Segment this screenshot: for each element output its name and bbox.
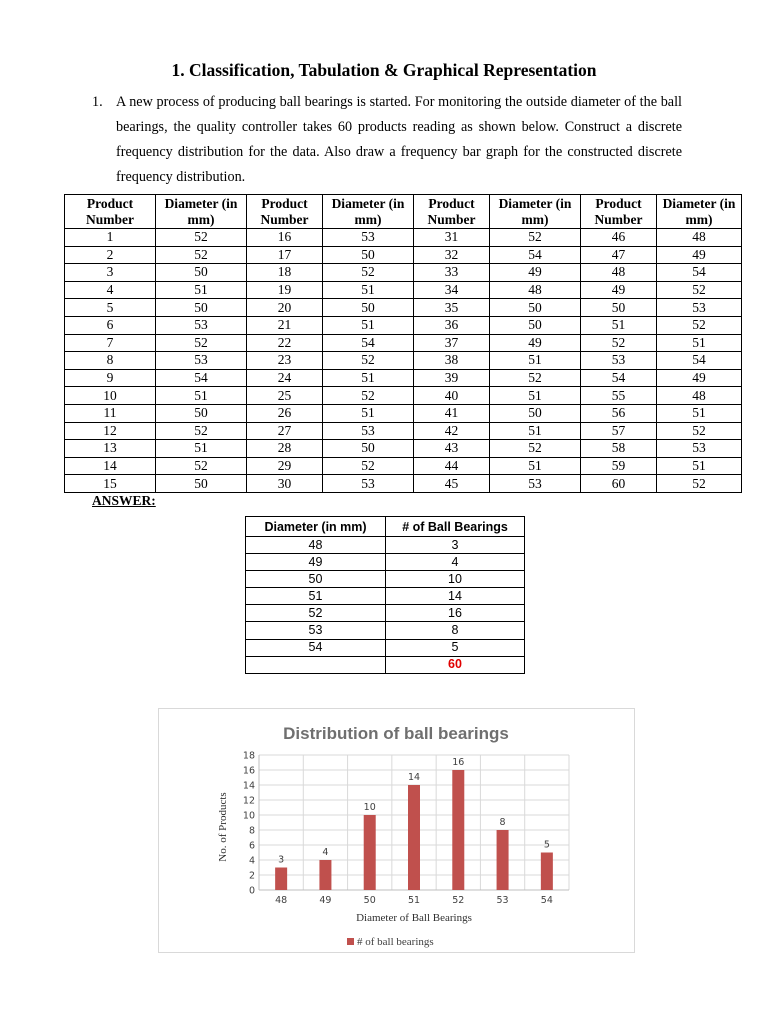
data-label: 5	[543, 839, 550, 851]
table-row	[65, 334, 742, 352]
answer-label: ANSWER:	[92, 493, 156, 508]
readings-cell: 7	[65, 334, 156, 352]
readings-cell: 10	[65, 387, 156, 405]
readings-cell: 52	[323, 264, 414, 282]
readings-cell: 34	[414, 281, 490, 299]
readings-cell: 53	[490, 475, 581, 493]
readings-cell: 50	[323, 299, 414, 317]
readings-cell: 35	[414, 299, 490, 317]
x-tick-label: 52	[452, 895, 465, 906]
readings-cell: 51	[490, 422, 581, 440]
table-row	[65, 246, 742, 264]
readings-cell: 54	[581, 369, 657, 387]
readings-cell: 9	[65, 369, 156, 387]
frequency-header-cell: Diameter (in mm)	[246, 517, 386, 537]
table-row	[246, 588, 525, 605]
readings-cell: 52	[156, 457, 247, 475]
readings-cell: 12	[65, 422, 156, 440]
readings-cell: 51	[156, 281, 247, 299]
bar	[364, 815, 376, 890]
readings-header-cell: Diameter (in mm)	[156, 195, 247, 229]
readings-cell: 33	[414, 264, 490, 282]
readings-cell: 51	[581, 316, 657, 334]
frequency-cell: 16	[386, 605, 525, 622]
readings-cell: 51	[323, 316, 414, 334]
readings-cell: 49	[490, 264, 581, 282]
readings-cell: 53	[323, 475, 414, 493]
readings-cell: 38	[414, 352, 490, 370]
readings-cell: 50	[156, 404, 247, 422]
frequency-cell: 5	[386, 639, 525, 656]
readings-cell: 52	[581, 334, 657, 352]
bar-chart	[159, 709, 634, 952]
readings-cell: 49	[490, 334, 581, 352]
readings-cell: 50	[156, 264, 247, 282]
readings-cell: 42	[414, 422, 490, 440]
readings-cell: 50	[156, 299, 247, 317]
bar	[408, 785, 420, 890]
readings-cell: 53	[657, 440, 742, 458]
data-label: 16	[452, 757, 465, 768]
readings-cell: 23	[247, 352, 323, 370]
readings-cell: 40	[414, 387, 490, 405]
readings-cell: 60	[581, 475, 657, 493]
readings-header-cell: Diameter (in mm)	[657, 195, 742, 229]
readings-cell: 51	[323, 369, 414, 387]
readings-cell: 56	[581, 404, 657, 422]
table-row	[65, 475, 742, 493]
frequency-cell: 4	[386, 554, 525, 571]
readings-cell: 16	[247, 229, 323, 247]
readings-cell: 4	[65, 281, 156, 299]
frequency-cell: 3	[386, 537, 525, 554]
x-tick-label: 53	[496, 895, 509, 906]
x-tick-label: 49	[319, 895, 332, 906]
readings-cell: 50	[490, 316, 581, 334]
table-row	[246, 537, 525, 554]
readings-cell: 29	[247, 457, 323, 475]
readings-cell: 52	[490, 440, 581, 458]
question-block	[92, 90, 682, 190]
y-tick-label: 12	[242, 795, 255, 807]
readings-cell: 47	[581, 246, 657, 264]
readings-cell: 51	[657, 404, 742, 422]
readings-cell: 48	[490, 281, 581, 299]
readings-cell: 52	[323, 352, 414, 370]
readings-header-cell: Product Number	[581, 195, 657, 229]
readings-cell: 50	[323, 246, 414, 264]
total-label-cell	[246, 656, 386, 673]
frequency-table	[245, 516, 525, 674]
table-row	[65, 457, 742, 475]
readings-header-cell: Product Number	[247, 195, 323, 229]
frequency-cell: 14	[386, 588, 525, 605]
frequency-table-header	[246, 517, 525, 537]
readings-cell: 30	[247, 475, 323, 493]
y-axis-label: No. of Products	[217, 792, 229, 862]
table-row	[65, 422, 742, 440]
readings-cell: 52	[490, 229, 581, 247]
readings-cell: 48	[581, 264, 657, 282]
frequency-cell: 8	[386, 622, 525, 639]
y-tick-label: 0	[248, 885, 255, 897]
readings-cell: 53	[581, 352, 657, 370]
readings-cell: 48	[657, 387, 742, 405]
frequency-cell: 10	[386, 571, 525, 588]
bar	[497, 830, 509, 890]
readings-cell: 50	[581, 299, 657, 317]
readings-cell: 11	[65, 404, 156, 422]
readings-table	[64, 194, 742, 493]
readings-cell: 28	[247, 440, 323, 458]
readings-cell: 52	[156, 334, 247, 352]
readings-cell: 54	[156, 369, 247, 387]
table-row	[246, 571, 525, 588]
readings-cell: 26	[247, 404, 323, 422]
x-axis-label: Diameter of Ball Bearings	[356, 912, 472, 924]
x-tick-label: 51	[407, 895, 421, 906]
frequency-cell: 51	[246, 588, 386, 605]
readings-cell: 53	[657, 299, 742, 317]
readings-cell: 37	[414, 334, 490, 352]
table-row	[65, 369, 742, 387]
readings-cell: 51	[657, 457, 742, 475]
readings-cell: 27	[247, 422, 323, 440]
table-row	[65, 440, 742, 458]
data-label: 3	[278, 854, 285, 866]
table-row	[246, 605, 525, 622]
readings-cell: 52	[156, 246, 247, 264]
readings-cell: 53	[156, 316, 247, 334]
x-tick-label: 48	[275, 895, 288, 906]
readings-cell: 51	[490, 457, 581, 475]
readings-cell: 52	[156, 229, 247, 247]
y-tick-label: 10	[242, 810, 255, 822]
table-row	[65, 352, 742, 370]
readings-cell: 8	[65, 352, 156, 370]
bar	[275, 868, 287, 891]
readings-cell: 46	[581, 229, 657, 247]
readings-cell: 52	[657, 316, 742, 334]
y-tick-label: 6	[248, 840, 255, 852]
data-label: 10	[363, 802, 376, 813]
readings-cell: 36	[414, 316, 490, 334]
frequency-cell: 49	[246, 554, 386, 571]
readings-cell: 50	[156, 475, 247, 493]
readings-cell: 15	[65, 475, 156, 493]
y-tick-label: 14	[242, 780, 255, 792]
readings-cell: 54	[323, 334, 414, 352]
readings-cell: 21	[247, 316, 323, 334]
readings-cell: 3	[65, 264, 156, 282]
table-row	[246, 639, 525, 656]
table-row	[65, 404, 742, 422]
readings-cell: 52	[657, 281, 742, 299]
x-tick-label: 50	[363, 895, 376, 906]
readings-cell: 22	[247, 334, 323, 352]
legend-swatch	[347, 938, 354, 945]
question-number: 1.	[92, 94, 103, 110]
readings-cell: 13	[65, 440, 156, 458]
readings-cell: 50	[490, 299, 581, 317]
page-title: 1. Classification, Tabulation & Graphical Representation	[171, 60, 597, 80]
readings-cell: 51	[657, 334, 742, 352]
readings-cell: 18	[247, 264, 323, 282]
y-tick-label: 2	[248, 870, 255, 882]
question-text: A new process of producing ball bearings is started. For monitoring the outside diameter of the ball bearings, the quality controller takes 60 products reading as shown below. Construct a discrete frequency distribution for the data. Also draw a frequency bar graph for the constructed discrete frequency distribution.	[116, 94, 682, 185]
readings-header-cell: Diameter (in mm)	[490, 195, 581, 229]
y-tick-label: 4	[248, 855, 255, 867]
bar	[541, 853, 553, 891]
y-tick-label: 18	[242, 750, 255, 762]
readings-cell: 51	[156, 387, 247, 405]
readings-cell: 14	[65, 457, 156, 475]
readings-cell: 5	[65, 299, 156, 317]
frequency-cell: 48	[246, 537, 386, 554]
readings-cell: 43	[414, 440, 490, 458]
frequency-cell: 52	[246, 605, 386, 622]
legend-label: # of ball bearings	[357, 936, 434, 948]
frequency-cell: 54	[246, 639, 386, 656]
x-tick-label: 54	[540, 895, 553, 906]
readings-header-cell: Product Number	[414, 195, 490, 229]
readings-header-cell: Diameter (in mm)	[323, 195, 414, 229]
readings-cell: 55	[581, 387, 657, 405]
table-row	[65, 316, 742, 334]
table-row	[65, 229, 742, 247]
readings-cell: 52	[490, 369, 581, 387]
total-value: 60	[386, 656, 525, 673]
total-row	[246, 656, 525, 673]
readings-cell: 49	[657, 369, 742, 387]
readings-cell: 52	[657, 422, 742, 440]
readings-table-header	[65, 195, 742, 229]
readings-cell: 49	[581, 281, 657, 299]
readings-cell: 17	[247, 246, 323, 264]
readings-header-cell: Product Number	[65, 195, 156, 229]
readings-cell: 51	[490, 387, 581, 405]
table-row	[65, 281, 742, 299]
readings-cell: 50	[323, 440, 414, 458]
readings-cell: 51	[323, 404, 414, 422]
readings-cell: 53	[323, 422, 414, 440]
readings-cell: 52	[323, 387, 414, 405]
readings-cell: 31	[414, 229, 490, 247]
readings-cell: 25	[247, 387, 323, 405]
y-tick-label: 8	[248, 825, 255, 837]
readings-cell: 51	[490, 352, 581, 370]
readings-cell: 39	[414, 369, 490, 387]
readings-cell: 53	[323, 229, 414, 247]
readings-cell: 50	[490, 404, 581, 422]
readings-cell: 32	[414, 246, 490, 264]
frequency-cell: 50	[246, 571, 386, 588]
readings-cell: 49	[657, 246, 742, 264]
table-row	[246, 554, 525, 571]
table-row	[65, 264, 742, 282]
y-tick-label: 16	[242, 765, 255, 777]
readings-cell: 19	[247, 281, 323, 299]
readings-cell: 52	[156, 422, 247, 440]
readings-cell: 58	[581, 440, 657, 458]
data-label: 14	[407, 772, 421, 783]
readings-cell: 53	[156, 352, 247, 370]
table-row	[65, 299, 742, 317]
readings-cell: 45	[414, 475, 490, 493]
readings-cell: 41	[414, 404, 490, 422]
readings-cell: 51	[156, 440, 247, 458]
readings-cell: 44	[414, 457, 490, 475]
readings-cell: 52	[657, 475, 742, 493]
readings-cell: 2	[65, 246, 156, 264]
chart-area	[158, 708, 635, 953]
readings-cell: 51	[323, 281, 414, 299]
readings-cell: 48	[657, 229, 742, 247]
bar	[319, 860, 331, 890]
readings-cell: 24	[247, 369, 323, 387]
bar	[452, 770, 464, 890]
frequency-header-cell: # of Ball Bearings	[386, 517, 525, 537]
chart-title: Distribution of ball bearings	[283, 724, 509, 743]
readings-cell: 52	[323, 457, 414, 475]
data-label: 4	[322, 847, 329, 858]
readings-cell: 54	[657, 264, 742, 282]
readings-cell: 54	[657, 352, 742, 370]
readings-cell: 1	[65, 229, 156, 247]
data-label: 8	[499, 817, 506, 828]
table-row	[65, 387, 742, 405]
readings-cell: 59	[581, 457, 657, 475]
readings-cell: 54	[490, 246, 581, 264]
table-row	[246, 622, 525, 639]
frequency-cell: 53	[246, 622, 386, 639]
readings-cell: 20	[247, 299, 323, 317]
readings-cell: 57	[581, 422, 657, 440]
readings-cell: 6	[65, 316, 156, 334]
